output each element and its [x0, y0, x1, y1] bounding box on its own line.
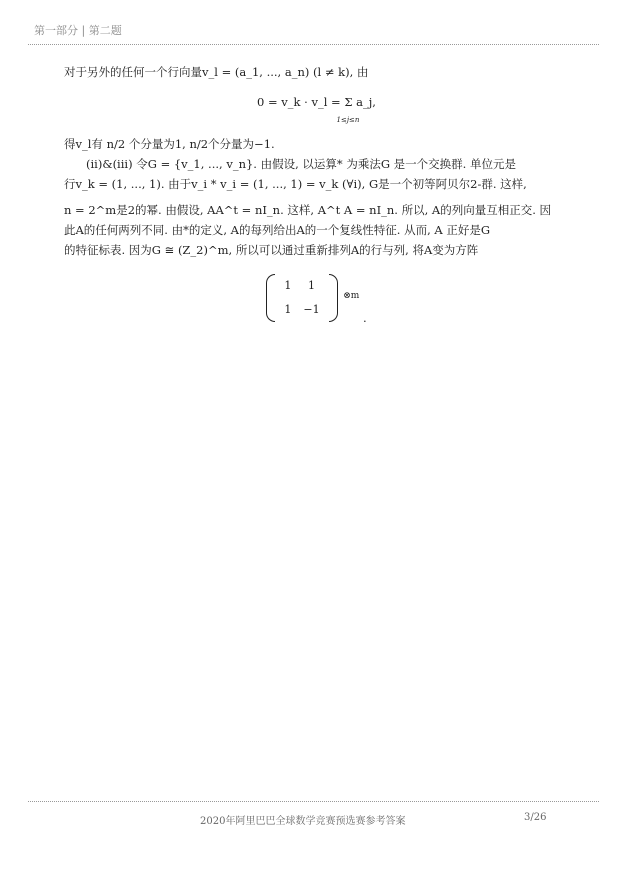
body-line-2: 得v_l有 n/2 个分量为1, n/2个分量为−1. — [64, 137, 275, 151]
para2-line-3: n = 2^m是2的幂. 由假设, AA^t = nI_n. 这样, A^t A = nI_n. 所以, A的列向量互相正交. 因 — [64, 203, 552, 217]
equation-text: 0 = v_k · v_l = Σ a_j, — [257, 95, 376, 109]
page-content — [64, 62, 569, 325]
para2-line-5: 的特征标表. 因为G ≅ (Z_2)^m, 所以可以通过重新排列A的行与列, 将A变为方阵 — [64, 243, 479, 257]
page-header: 第一部分 | 第二题 — [34, 24, 122, 37]
matrix-power: ⊗m — [343, 291, 360, 301]
footer-divider — [28, 801, 599, 802]
body-line-1: 对于另外的任何一个行向量v_l = (a_1, ..., a_n) (l ≠ k), 由 — [64, 65, 369, 79]
matrix-period: . — [362, 311, 367, 325]
equation-subscript: 1≤j≤n — [336, 116, 360, 124]
matrix-cell: 1 — [284, 279, 292, 292]
para2-line-1: (ii)&(iii) 令G = {v_1, ..., v_n}. 由假设, 以运算* 为乘法G 是一个交换群. 单位元是 — [86, 157, 516, 171]
matrix-cell: −1 — [303, 303, 320, 316]
matrix — [266, 274, 337, 322]
header-divider — [28, 44, 599, 45]
footer-title: 2020年阿里巴巴全球数学竞赛预选赛参考答案 — [200, 816, 406, 827]
para2-line-2: 行v_k = (1, ..., 1). 由于v_i * v_i = (1, ..., 1) = v_k (∀i), G是一个初等阿贝尔2-群. 这样, — [64, 177, 527, 191]
matrix-display — [64, 274, 569, 325]
matrix-cell: 1 — [307, 279, 315, 292]
page-number: 3/26 — [524, 812, 547, 823]
matrix-cell: 1 — [284, 303, 292, 316]
para2-line-4: 此A的任何两列不同. 由*的定义, A的每列给出A的一个复线性特征. 从而, A 正好是G — [64, 223, 491, 237]
equation — [64, 92, 569, 124]
